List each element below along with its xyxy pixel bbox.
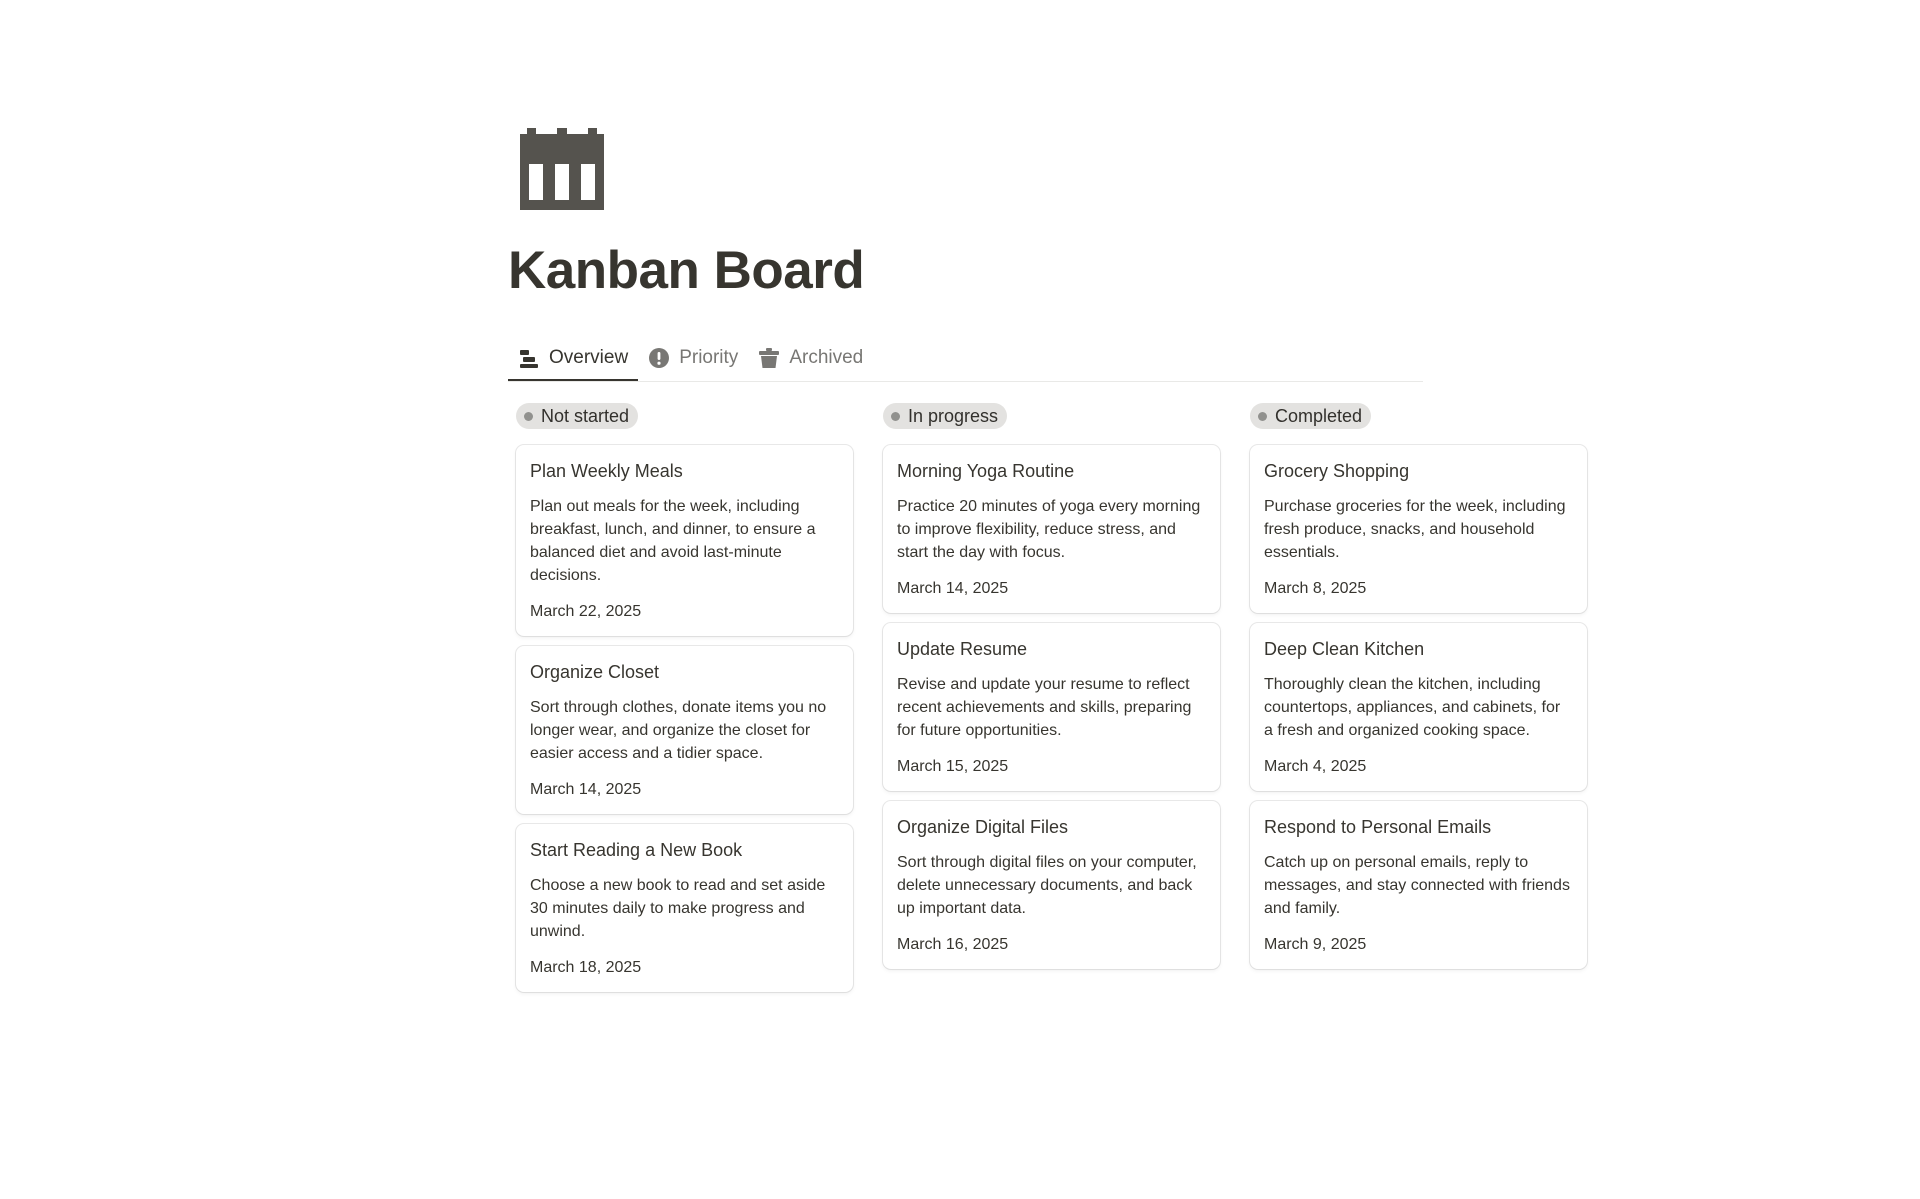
card-description: Thoroughly clean the kitchen, including countertops, appliances, and cabinets, for a fresh and organized cooking space. xyxy=(1264,676,1561,739)
tab-label: Overview xyxy=(549,347,629,368)
status-badge[interactable] xyxy=(883,403,1007,429)
column-completed xyxy=(1250,403,1587,992)
card-date: March 4, 2025 xyxy=(1264,758,1367,775)
card-date: March 15, 2025 xyxy=(897,758,1009,775)
card-title: Start Reading a New Book xyxy=(530,840,743,860)
card-description: Revise and update your resume to reflect recent achievements and skills, preparing for future opportunities. xyxy=(897,676,1192,739)
task-card[interactable] xyxy=(1250,445,1587,613)
card-list xyxy=(516,445,853,992)
calendar-icon[interactable] xyxy=(520,128,604,210)
card-title: Organize Digital Files xyxy=(897,817,1069,837)
card-title: Plan Weekly Meals xyxy=(530,461,683,481)
trash-icon xyxy=(758,347,780,369)
task-card[interactable] xyxy=(516,824,853,992)
tab-label: Priority xyxy=(679,347,739,368)
task-card[interactable] xyxy=(883,445,1220,613)
card-date: March 14, 2025 xyxy=(897,580,1009,597)
task-card[interactable] xyxy=(883,623,1220,791)
status-badge[interactable] xyxy=(516,403,638,429)
card-date: March 18, 2025 xyxy=(530,959,642,976)
status-label: Not started xyxy=(541,405,630,426)
page-title: Kanban Board xyxy=(508,241,865,300)
card-description: Sort through digital files on your computer, delete unnecessary documents, and back up important data. xyxy=(897,854,1197,917)
kanban-board xyxy=(516,403,1587,992)
card-list xyxy=(1250,445,1587,969)
card-title: Update Resume xyxy=(897,639,1028,659)
card-date: March 22, 2025 xyxy=(530,603,642,620)
column-header xyxy=(516,403,853,431)
card-date: March 16, 2025 xyxy=(897,936,1009,953)
tab-archived[interactable] xyxy=(748,337,873,379)
status-dot-icon xyxy=(891,412,900,421)
card-description: Catch up on personal emails, reply to messages, and stay connected with friends and family. xyxy=(1264,854,1570,917)
tab-label: Archived xyxy=(789,347,864,368)
tab-priority[interactable] xyxy=(638,337,748,379)
task-card[interactable] xyxy=(1250,623,1587,791)
status-badge[interactable] xyxy=(1250,403,1371,429)
card-list xyxy=(883,445,1220,969)
exclamation-circle-icon xyxy=(648,347,670,369)
card-description: Choose a new book to read and set aside 30 minutes daily to make progress and unwind. xyxy=(530,877,826,940)
task-card[interactable] xyxy=(516,646,853,814)
card-title: Grocery Shopping xyxy=(1264,461,1410,481)
card-date: March 9, 2025 xyxy=(1264,936,1367,953)
task-card[interactable] xyxy=(1250,801,1587,969)
status-label: Completed xyxy=(1275,405,1363,426)
card-description: Purchase groceries for the week, including fresh produce, snacks, and household essentials. xyxy=(1264,498,1566,561)
card-date: March 14, 2025 xyxy=(530,781,642,798)
status-label: In progress xyxy=(908,405,999,426)
card-title: Organize Closet xyxy=(530,662,660,682)
task-card[interactable] xyxy=(516,445,853,636)
status-dot-icon xyxy=(524,412,533,421)
board-icon xyxy=(518,347,540,369)
card-title: Respond to Personal Emails xyxy=(1264,817,1492,837)
card-description: Plan out meals for the week, including breakfast, lunch, and dinner, to ensure a balanced diet and avoid last-minute decisions. xyxy=(530,498,816,584)
column-not-started xyxy=(516,403,853,992)
card-title: Morning Yoga Routine xyxy=(897,461,1075,481)
tab-overview[interactable] xyxy=(508,337,638,381)
card-title: Deep Clean Kitchen xyxy=(1264,639,1425,659)
task-card[interactable] xyxy=(883,801,1220,969)
column-in-progress xyxy=(883,403,1220,992)
card-date: March 8, 2025 xyxy=(1264,580,1367,597)
column-header xyxy=(883,403,1220,431)
card-description: Sort through clothes, donate items you no longer wear, and organize the closet for easier access and a tidier space. xyxy=(530,699,827,762)
column-header xyxy=(1250,403,1587,431)
status-dot-icon xyxy=(1258,412,1267,421)
view-tabs xyxy=(508,337,1423,382)
card-description: Practice 20 minutes of yoga every morning to improve flexibility, reduce stress, and start the day with focus. xyxy=(897,498,1201,561)
